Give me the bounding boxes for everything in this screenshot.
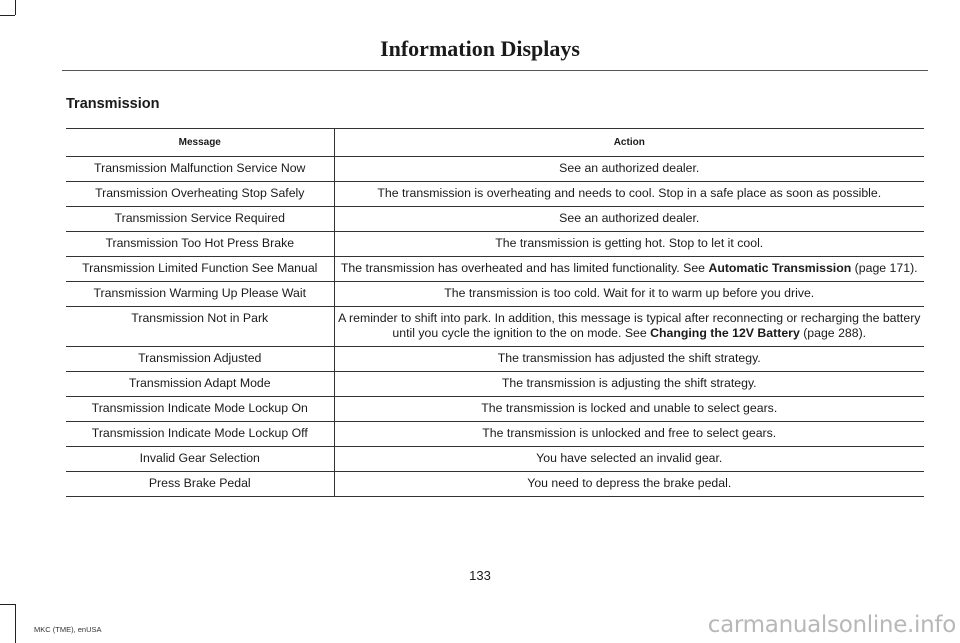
crop-mark-bottom-left-h (0, 604, 15, 605)
message-cell: Transmission Adapt Mode (66, 372, 334, 397)
table-row (66, 472, 924, 497)
action-cell: The transmission is getting hot. Stop to let it cool. (334, 232, 924, 257)
message-cell: Transmission Not in Park (66, 307, 334, 347)
table-row (66, 372, 924, 397)
page-number: 133 (469, 568, 491, 583)
action-cell: The transmission is too cold. Wait for it to warm up before you drive. (334, 282, 924, 307)
column-header-action: Action (334, 129, 924, 157)
cross-reference-link[interactable]: Automatic Transmission (708, 261, 852, 275)
page-header-title: Information Displays (380, 36, 580, 61)
action-cell (334, 257, 924, 282)
edition-label: MKC (TME), enUSA (34, 625, 102, 634)
column-header-message: Message (66, 129, 334, 157)
transmission-messages-table (66, 128, 924, 497)
action-cell: The transmission is locked and unable to select gears. (334, 397, 924, 422)
message-cell: Transmission Too Hot Press Brake (66, 232, 334, 257)
message-cell: Transmission Service Required (66, 207, 334, 232)
action-page-ref: (page 288). (799, 326, 867, 340)
table-row (66, 422, 924, 447)
message-cell: Transmission Malfunction Service Now (66, 157, 334, 182)
cross-reference-link[interactable]: Changing the 12V Battery (650, 326, 800, 340)
message-cell: Transmission Limited Function See Manual (66, 257, 334, 282)
message-cell: Invalid Gear Selection (66, 447, 334, 472)
action-text: The transmission has overheated and has limited functionality. See (340, 261, 709, 275)
action-text: A reminder to shift into park. In addition, this message is typical after reconnecting or recharging the battery until you cycle the ignition to the on mode. See (338, 311, 921, 340)
table-row (66, 397, 924, 422)
table-row (66, 207, 924, 232)
table-row (66, 182, 924, 207)
table-row (66, 157, 924, 182)
message-cell: Transmission Adjusted (66, 347, 334, 372)
table-row (66, 257, 924, 282)
table-row (66, 447, 924, 472)
watermark: carmanualsonline.info (707, 612, 956, 638)
message-cell: Press Brake Pedal (66, 472, 334, 497)
action-cell: The transmission is overheating and needs to cool. Stop in a safe place as soon as possible. (334, 182, 924, 207)
table-row (66, 307, 924, 347)
section-heading: Transmission (66, 96, 160, 112)
crop-mark-top-left-h (0, 15, 15, 16)
action-cell: The transmission is unlocked and free to select gears. (334, 422, 924, 447)
header-divider (62, 70, 928, 71)
action-page-ref: (page 171). (851, 261, 918, 275)
table-row (66, 282, 924, 307)
action-cell: See an authorized dealer. (334, 207, 924, 232)
message-cell: Transmission Indicate Mode Lockup On (66, 397, 334, 422)
action-cell: The transmission has adjusted the shift strategy. (334, 347, 924, 372)
action-cell: See an authorized dealer. (334, 157, 924, 182)
action-cell: You need to depress the brake pedal. (334, 472, 924, 497)
table-header-row (66, 129, 924, 157)
crop-mark-top-left-v (15, 0, 16, 15)
action-cell (334, 307, 924, 347)
crop-mark-bottom-left-v (15, 604, 16, 643)
action-cell: You have selected an invalid gear. (334, 447, 924, 472)
table-row (66, 347, 924, 372)
message-cell: Transmission Warming Up Please Wait (66, 282, 334, 307)
table-row (66, 232, 924, 257)
action-cell: The transmission is adjusting the shift strategy. (334, 372, 924, 397)
message-cell: Transmission Indicate Mode Lockup Off (66, 422, 334, 447)
message-cell: Transmission Overheating Stop Safely (66, 182, 334, 207)
